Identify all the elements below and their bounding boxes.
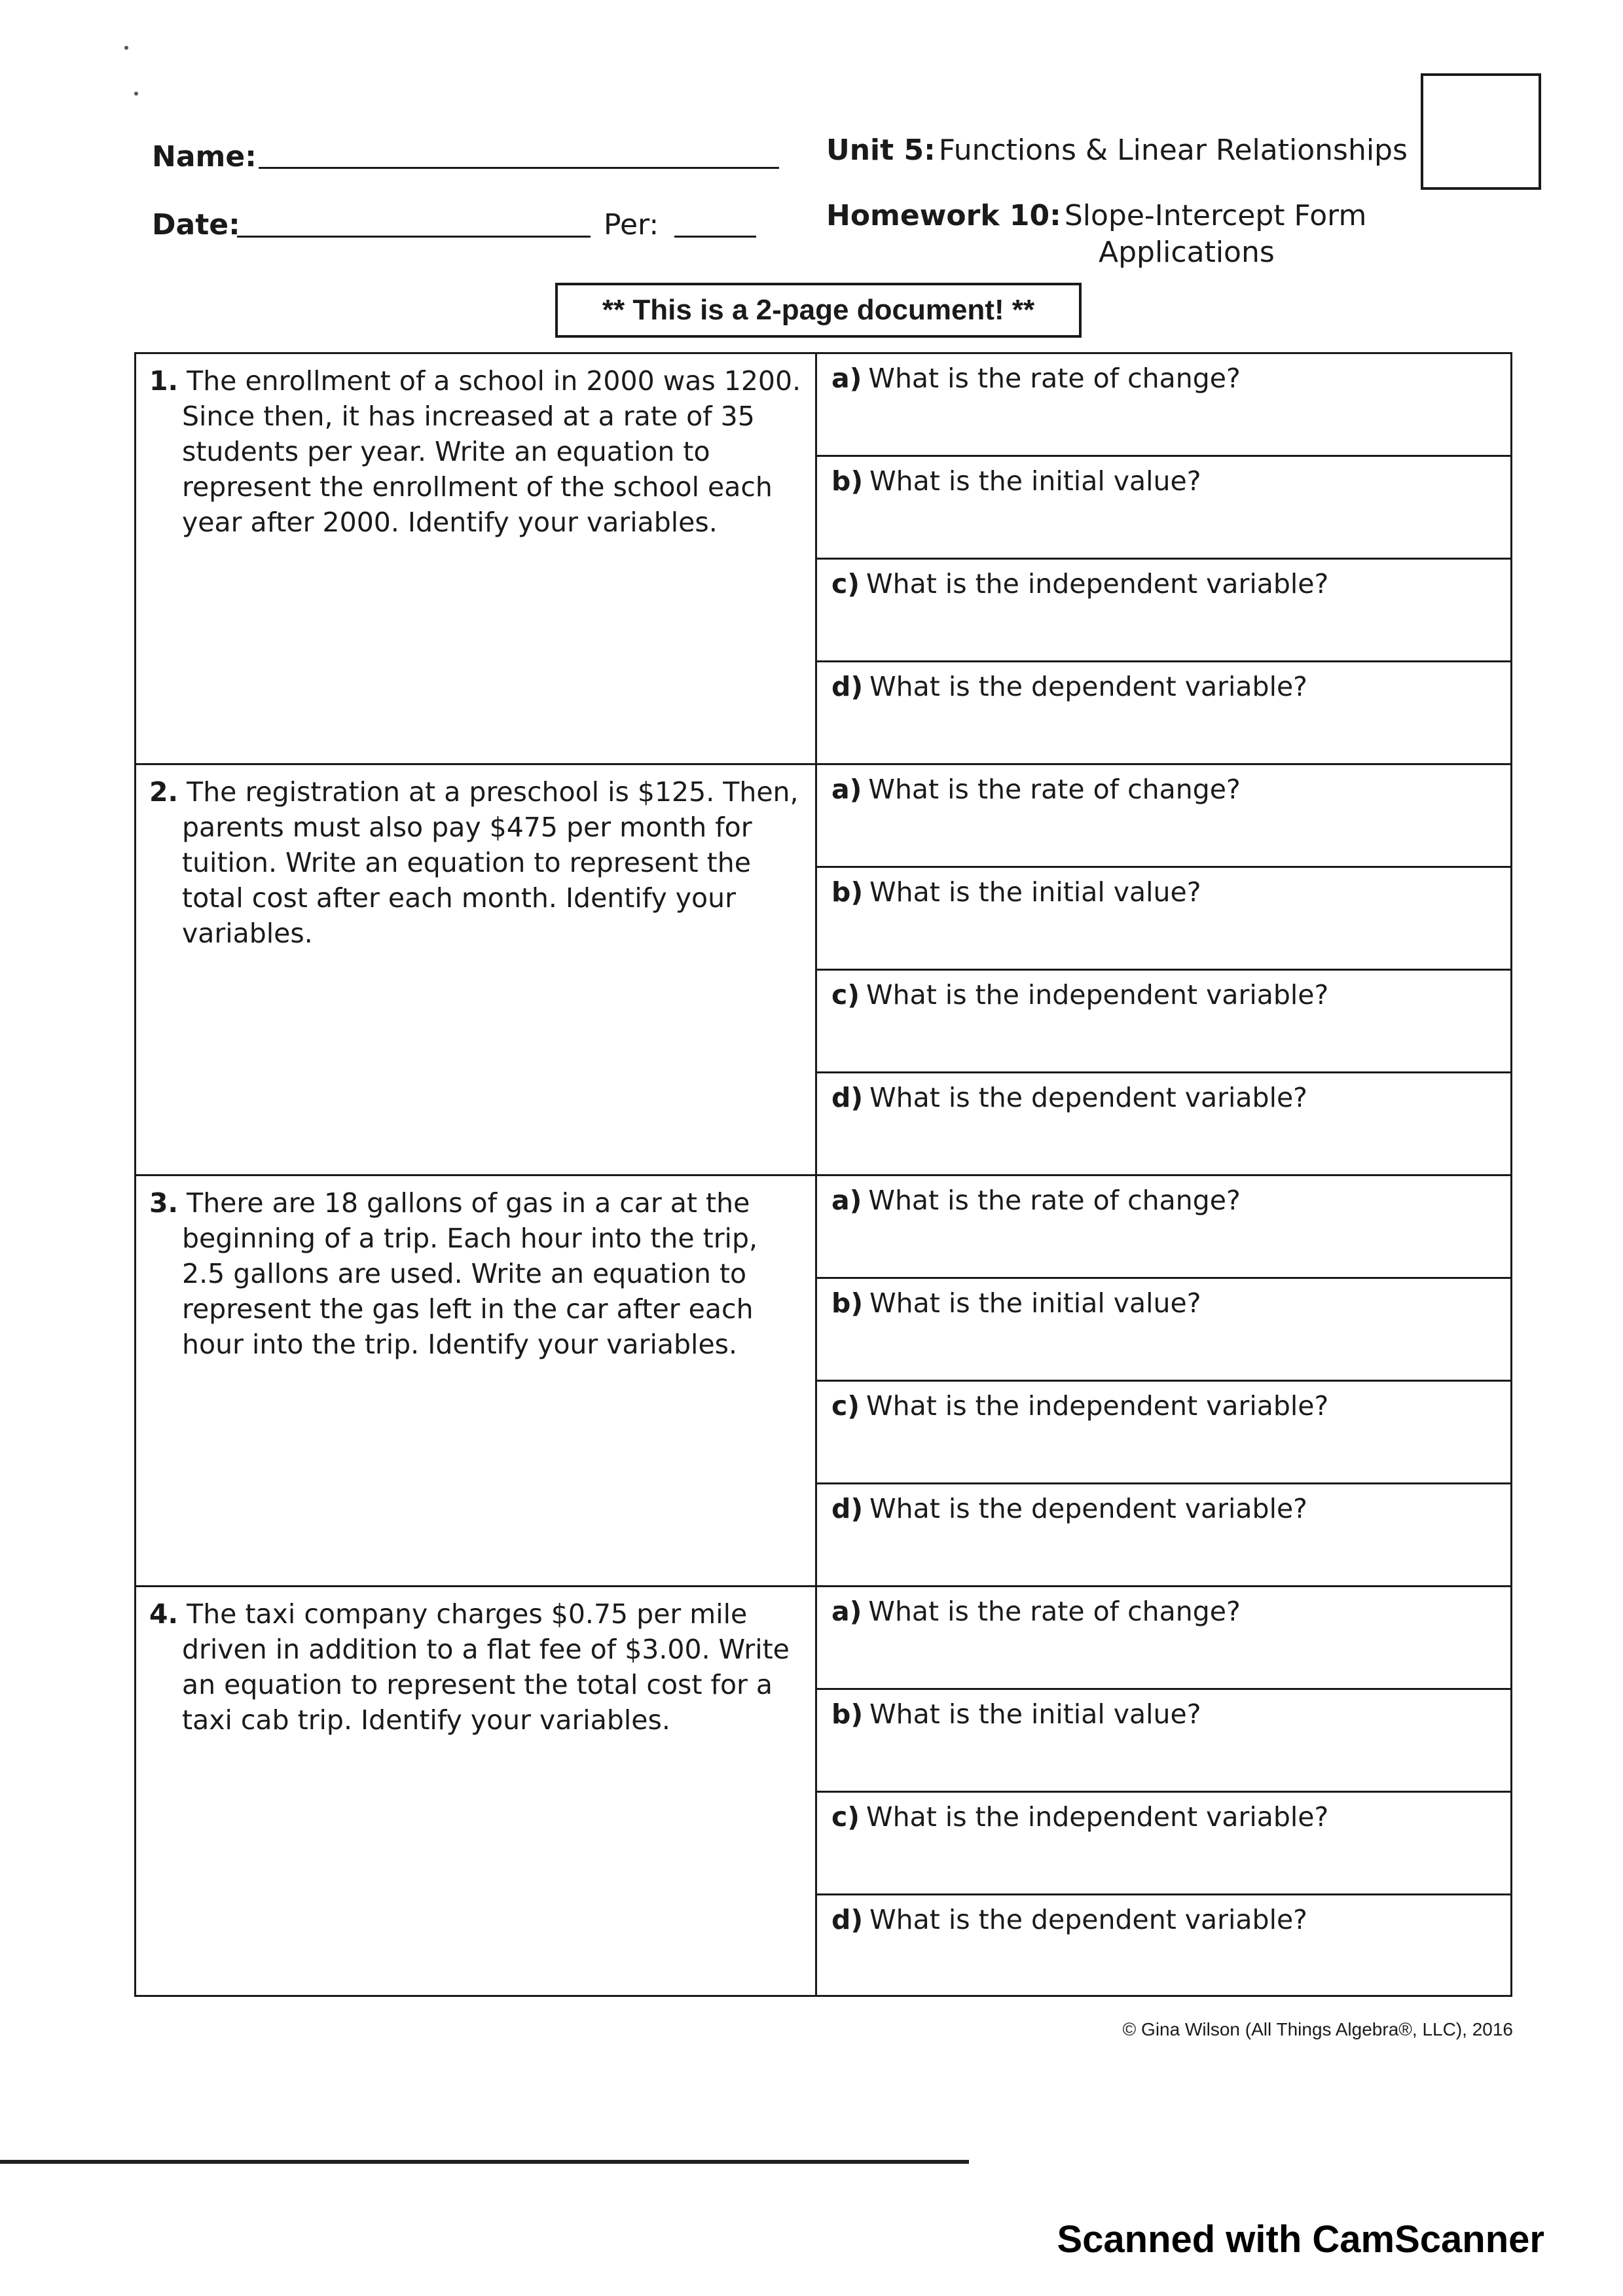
question-4c[interactable] [817,1793,1512,1895]
question-text: What is the independent variable? [866,1801,1329,1833]
unit-text: Functions & Linear Relationships [938,134,1408,167]
question-letter: b) [831,1698,864,1730]
homework-label: Homework 10: [826,199,1061,232]
question-letter: a) [831,363,862,394]
question-text: What is the initial value? [869,1287,1201,1319]
problem-statement [149,774,802,951]
problem-number: 3. [149,1187,179,1219]
problem-3 [136,1176,817,1587]
question-4b[interactable] [817,1690,1512,1793]
unit-label: Unit 5: [826,134,936,167]
question-text: What is the rate of change? [868,774,1241,805]
question-letter: c) [831,568,860,600]
question-1c[interactable] [817,560,1512,662]
question-3d[interactable] [817,1484,1512,1587]
problem-number: 4. [149,1598,179,1630]
question-letter: d) [831,671,864,702]
question-letter: b) [831,1287,864,1319]
homework-text: Slope-Intercept Form [1064,199,1367,232]
question-text: What is the independent variable? [866,568,1329,600]
problem-1 [136,354,817,765]
two-page-notice: ** This is a 2-page document! ** [555,283,1082,338]
question-text: What is the initial value? [869,465,1201,497]
question-text: What is the dependent variable? [869,1904,1307,1935]
question-text: What is the dependent variable? [869,1493,1307,1524]
question-letter: c) [831,1801,860,1833]
question-3c[interactable] [817,1382,1512,1484]
question-4a[interactable] [817,1587,1512,1690]
question-text: What is the rate of change? [868,363,1241,394]
question-text: What is the rate of change? [868,1596,1241,1627]
date-label: Date: [152,208,240,242]
date-field[interactable] [237,236,591,238]
question-1b[interactable] [817,457,1512,560]
problem-statement [149,363,802,540]
question-3b[interactable] [817,1279,1512,1382]
question-letter: d) [831,1493,864,1524]
question-text: What is the dependent variable? [869,671,1307,702]
copyright-notice: © Gina Wilson (All Things Algebra®, LLC), 2016 [1122,2019,1513,2039]
camscanner-watermark: Scanned with CamScanner [1057,2218,1544,2261]
question-1d[interactable] [817,662,1512,765]
problem-text: The taxi company charges $0.75 per mile driven in addition to a flat fee of $3.00. Write an equation to represent the total cost for a taxi cab trip. Identify your variables. [182,1598,790,1736]
problem-4 [136,1587,817,1995]
name-label: Name: [152,140,257,173]
question-text: What is the dependent variable? [869,1082,1307,1113]
question-letter: d) [831,1904,864,1935]
question-text: What is the independent variable? [866,979,1329,1011]
scan-speck [124,46,128,50]
problem-2 [136,765,817,1176]
problem-number: 2. [149,776,179,808]
problem-statement [149,1185,802,1362]
problem-grid [134,352,1512,1997]
question-letter: b) [831,465,864,497]
problem-text: The registration at a preschool is $125. Then, parents must also pay $475 per month for tuition. Write an equation to represent the total cost after each month. Identify your variables. [182,776,799,949]
scan-edge-line [0,2160,969,2164]
problem-text: There are 18 gallons of gas in a car at the beginning of a trip. Each hour into the trip, 2.5 gallons are used. Write an equation to represent the gas left in the car after each hour into the trip. Identify your variables. [182,1187,757,1360]
question-1a[interactable] [817,354,1512,457]
name-field[interactable] [259,167,779,169]
question-text: What is the initial value? [869,1698,1201,1730]
question-3a[interactable] [817,1176,1512,1279]
homework-title [826,199,1366,232]
question-letter: b) [831,876,864,908]
problem-statement [149,1596,802,1738]
question-text: What is the initial value? [869,876,1201,908]
homework-subtitle: Applications [1099,236,1275,269]
scan-speck [134,92,138,96]
question-text: What is the independent variable? [866,1390,1329,1422]
question-letter: a) [831,1185,862,1216]
period-field[interactable] [674,236,756,238]
question-letter: a) [831,774,862,805]
question-letter: c) [831,1390,860,1422]
question-letter: d) [831,1082,864,1113]
question-2b[interactable] [817,868,1512,971]
problem-number: 1. [149,365,179,397]
question-4d[interactable] [817,1895,1512,1995]
unit-title [826,134,1408,167]
question-2c[interactable] [817,971,1512,1073]
per-label: Per: [604,208,659,242]
question-2d[interactable] [817,1073,1512,1176]
problem-text: The enrollment of a school in 2000 was 1200. Since then, it has increased at a rate of 35 students per year. Write an equation to represent the enrollment of the school each year after 2000. Identify your variables. [182,365,801,538]
question-2a[interactable] [817,765,1512,868]
question-letter: a) [831,1596,862,1627]
question-letter: c) [831,979,860,1011]
question-text: What is the rate of change? [868,1185,1241,1216]
score-box[interactable] [1421,73,1541,190]
